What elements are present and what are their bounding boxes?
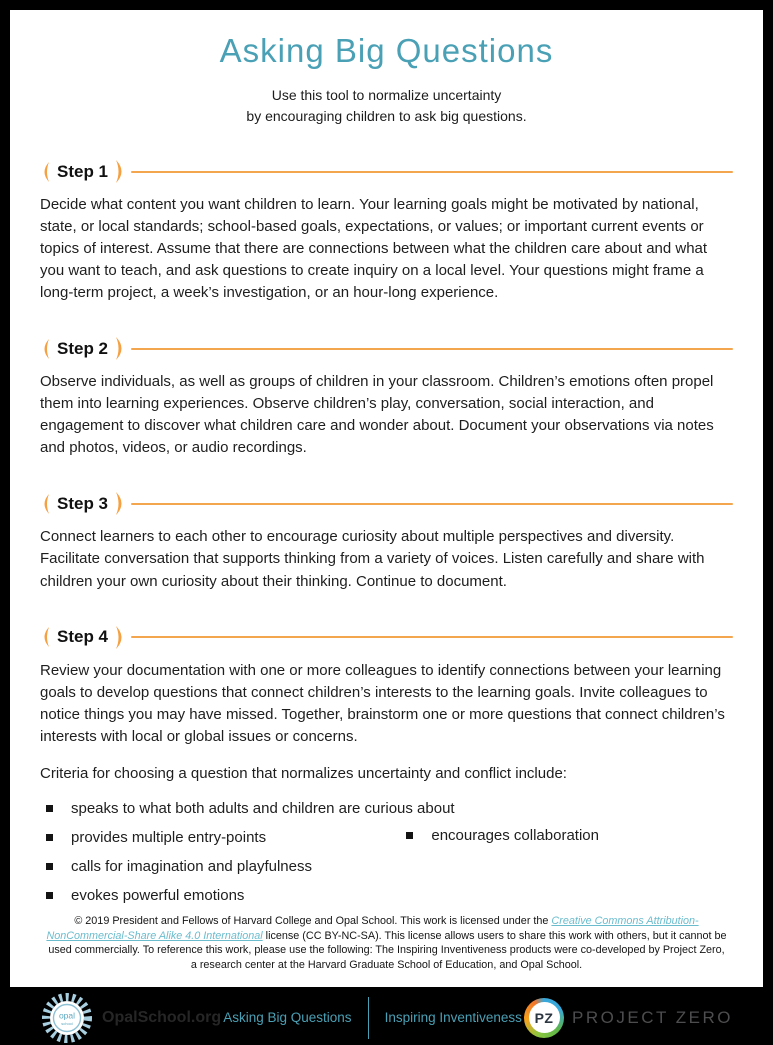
list-item-label: encourages collaboration: [431, 826, 599, 844]
page-title: Asking Big Questions: [219, 32, 554, 69]
step-1-heading: [40, 160, 733, 183]
list-item: [40, 798, 733, 820]
svg-text:school: school: [61, 1020, 73, 1026]
step-3-section: [40, 492, 733, 592]
criteria-left-column: [40, 798, 733, 907]
step-4-label: Step 4: [57, 627, 109, 647]
list-item: [40, 856, 733, 878]
square-bullet-icon: [406, 832, 413, 839]
step-4-section: [40, 626, 733, 914]
list-item: [40, 827, 733, 849]
page-subtitle: [40, 85, 733, 127]
step-2-rule: [131, 348, 733, 350]
step-2-heading: [40, 337, 733, 360]
step-2-section: [40, 337, 733, 459]
step-1-rule: [131, 171, 733, 173]
copyright-notice: [44, 914, 729, 973]
svg-text:opal: opal: [58, 1010, 76, 1021]
step-marker-right-icon: [115, 337, 127, 360]
subtitle-line-2: by encouraging children to ask big questions.: [246, 108, 527, 124]
step-3-heading: [40, 492, 733, 515]
step-1-section: [40, 160, 733, 304]
square-bullet-icon: [46, 892, 53, 899]
footer-links-divider: [368, 997, 369, 1039]
step-marker-left-icon: [40, 162, 50, 182]
project-zero-wordmark: PROJECT ZERO: [572, 1007, 733, 1027]
subtitle-line-1: Use this tool to normalize uncertainty: [271, 87, 502, 103]
opal-school-brand[interactable]: [40, 991, 221, 1045]
step-3-label: Step 3: [57, 493, 109, 513]
step-4-heading: [40, 626, 733, 649]
inspiring-inventiveness-link[interactable]: Inspiring Inventiveness: [384, 1010, 522, 1026]
asking-big-questions-link[interactable]: Asking Big Questions: [223, 1010, 352, 1026]
copyright-text-suffix: license (CC BY-NC-SA). This license allows users to share this work with others, but it cannot be used commercially. To reference this work, please use the following: The Inspiring Inventiveness products were co-developed by Project Zero, a research center at the Harvard Graduate School of Education, and Opal School.: [48, 929, 727, 971]
footer-logo-bar: [40, 991, 733, 1045]
list-item-label: speaks to what both adults and children are curious about: [71, 799, 455, 817]
list-item: [400, 827, 599, 844]
project-zero-brand[interactable]: [524, 998, 733, 1038]
list-item-label: calls for imagination and playfulness: [71, 857, 312, 875]
step-marker-left-icon: [40, 494, 50, 514]
step-1-body: Decide what content you want children to learn. Your learning goals might be motivated by national, state, or local standards; school-based goals, expectations, or values; or important current events or topics of interest. Assume that there are connections between what the children care about and what you want to teach, and ask questions to create inquiry on a local level. Your questions might frame a long-term project, a week’s investigation, or an hour-long experience.: [40, 196, 708, 302]
step-marker-right-icon: [115, 492, 127, 515]
list-item-label: evokes powerful emotions: [71, 886, 245, 904]
project-zero-initials: PZ: [529, 1002, 560, 1033]
footer-center-links: [221, 997, 524, 1039]
step-4-body: Review your documentation with one or more colleagues to identify connections between your learning goals to develop questions that connect children’s interests to the learning goals. Invite colleagues to notice things you may have missed. Together, brainstorm one or more questions that connect children’s interests with local or global issues or concerns.: [40, 661, 725, 745]
list-item-label: provides multiple entry-points: [71, 828, 267, 846]
step-marker-right-icon: [115, 160, 127, 183]
creative-commons-license-link[interactable]: Creative Commons Attribution-NonCommercial-Share Alike 4.0 International: [46, 914, 699, 942]
square-bullet-icon: [46, 863, 53, 870]
opal-school-logo-icon: [40, 991, 94, 1045]
square-bullet-icon: [46, 834, 53, 841]
step-3-body: Connect learners to each other to encourage curiosity about multiple perspectives and diversity. Facilitate conversation that supports thinking from a variety of voices. Listen carefully and share with children your own curiosity about their thinking. Continue to document.: [40, 528, 705, 590]
step-marker-left-icon: [40, 339, 50, 359]
list-item: [40, 885, 733, 907]
project-zero-logo-icon: [524, 998, 564, 1038]
step-4-rule: [131, 636, 733, 638]
step-1-label: Step 1: [57, 161, 109, 181]
opal-school-url[interactable]: OpalSchool.org: [102, 1008, 222, 1026]
step-marker-left-icon: [40, 627, 50, 647]
criteria-list: [40, 798, 733, 907]
step-2-label: Step 2: [57, 338, 109, 358]
square-bullet-icon: [46, 805, 53, 812]
step-2-body: Observe individuals, as well as groups of children in your classroom. Children’s emotions often propel them into learning experiences. Observe children’s play, conversation, social interaction, and engagement to discover what children care and wonder about. Document your observations via notes and photos, videos, or audio recordings.: [40, 373, 714, 457]
criteria-intro: Criteria for choosing a question that normalizes uncertainty and conflict include:: [40, 764, 567, 782]
step-3-rule: [131, 503, 733, 505]
copyright-text-prefix: © 2019 President and Fellows of Harvard College and Opal School. This work is licensed under the: [74, 914, 552, 927]
step-marker-right-icon: [115, 626, 127, 649]
